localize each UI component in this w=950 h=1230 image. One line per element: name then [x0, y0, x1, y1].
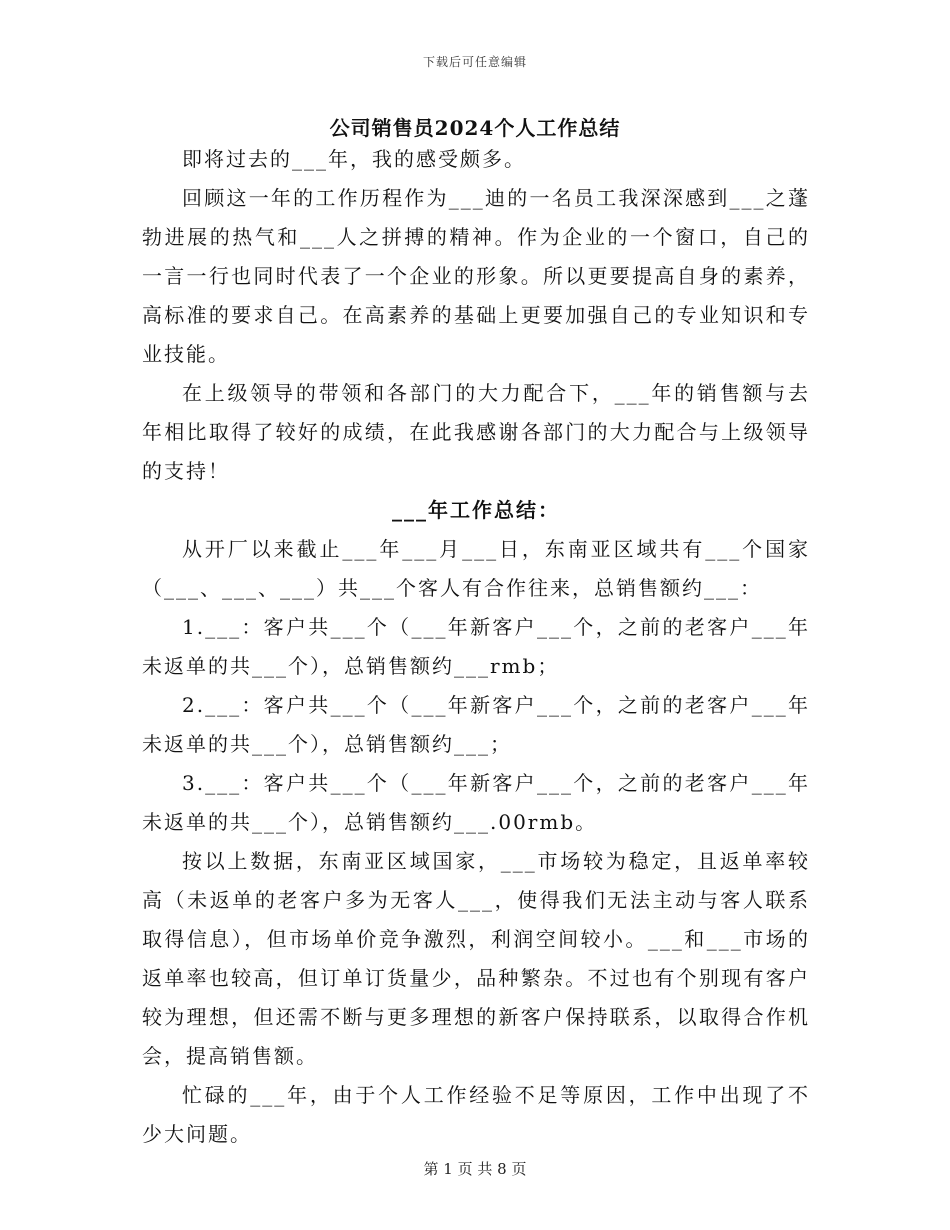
page-footer: 第 1 页 共 8 页: [423, 1160, 527, 1178]
document-title: 公司销售员2024个人工作总结: [329, 116, 621, 140]
list-item: 1.___：客户共___个（___年新客户___个，之前的老客户___年未返单的共___个），总销售额约___rmb；: [142, 615, 810, 678]
list-item: 2.___：客户共___个（___年新客户___个，之前的老客户___年未返单的共___个），总销售额约___；: [142, 693, 810, 756]
paragraph: 在上级领导的带领和各部门的大力配合下，___年的销售额与去年相比取得了较好的成绩，在此我感谢各部门的大力配合与上级领导的支持！: [142, 381, 810, 483]
header-note: 下载后可任意编辑: [422, 55, 527, 69]
paragraph: 回顾这一年的工作历程作为___迪的一名员工我深深感到___之蓬勃进展的热气和___人之拼搏的精神。作为企业的一个窗口，自己的一言一行也同时代表了一个企业的形象。所以更要提高自身的素养，高标准的要求自己。在高素养的基础上更要加强自己的专业知识和专业技能。: [142, 186, 810, 366]
document-body: [142, 140, 810, 1154]
list-item: 3.___：客户共___个（___年新客户___个，之前的老客户___年未返单的共___个），总销售额约___.00rmb。: [142, 771, 810, 834]
paragraph: 按以上数据，东南亚区域国家，___市场较为稳定，且返单率较高（未返单的老客户多为无客人___，使得我们无法主动与客人联系取得信息），但市场单价竞争激烈，利润空间较小。___和___市场的返单率也较高，但订单订货量少，品种繁杂。不过也有个别现有客户较为理想，但还需不断与更多理想的新客户保持联系，以取得合作机会，提高销售额。: [142, 849, 810, 1068]
paragraph: 忙碌的___年，由于个人工作经验不足等原因，工作中出现了不少大问题。: [142, 1083, 810, 1146]
paragraph: 即将过去的___年，我的感受颇多。: [182, 147, 526, 171]
section-heading: ___年工作总结：: [392, 498, 560, 522]
paragraph: 从开厂以来截止___年___月___日，东南亚区域共有___个国家（___、___、___）共___个客人有合作往来，总销售额约___：: [142, 537, 810, 600]
